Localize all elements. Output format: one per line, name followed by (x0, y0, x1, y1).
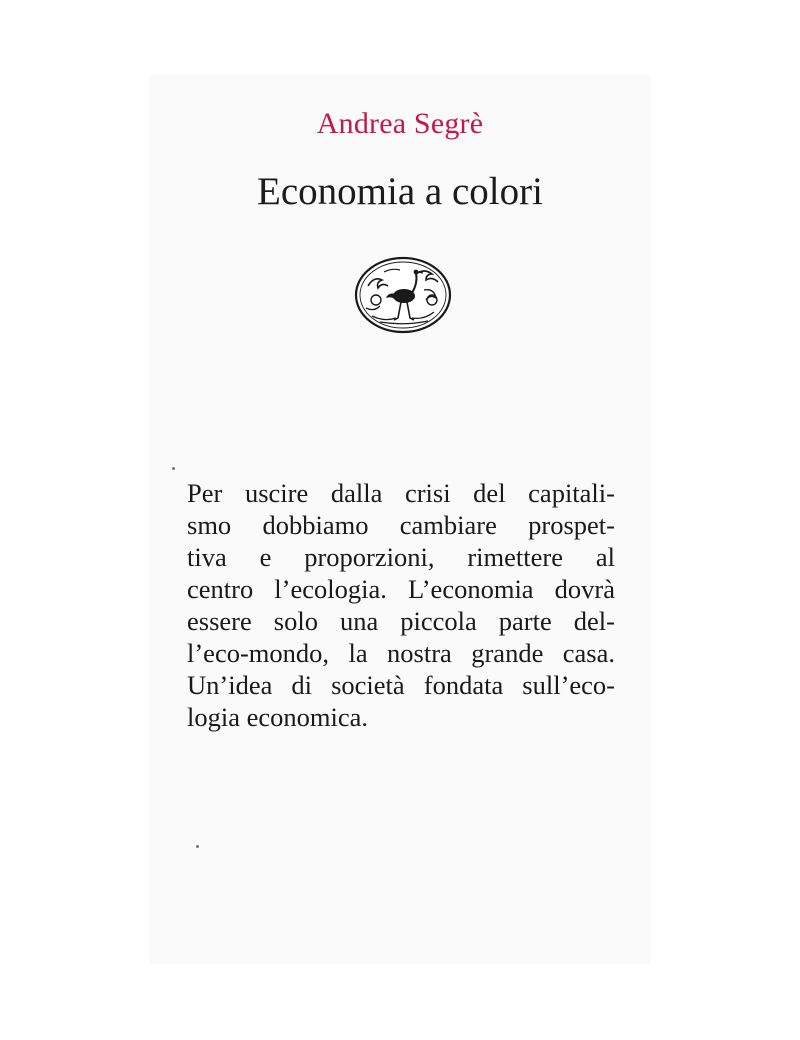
blurb-line: Un’idea di società fondata sull’eco- (187, 670, 615, 700)
blurb-text (187, 477, 615, 733)
blurb-line: tiva e proporzioni, rimettere al (187, 542, 615, 572)
book-cover (150, 75, 650, 963)
blurb-line: essere solo una piccola parte del- (187, 606, 615, 636)
ostrich-emblem-icon (354, 256, 452, 334)
paper-speck (196, 845, 199, 848)
paper-speck (172, 467, 175, 470)
blurb-line: centro l’ecologia. L’economia dovrà (187, 574, 615, 604)
blurb-line: Per uscire dalla crisi del capitali- (187, 478, 615, 508)
blurb-line: l’eco-mondo, la nostra grande casa. (187, 638, 615, 668)
blurb-line: logia economica. (187, 702, 369, 732)
author-name: Andrea Segrè (316, 107, 484, 140)
blurb-line: smo dobbiamo cambiare prospet- (187, 510, 615, 540)
book-title: Economia a colori (257, 170, 543, 213)
